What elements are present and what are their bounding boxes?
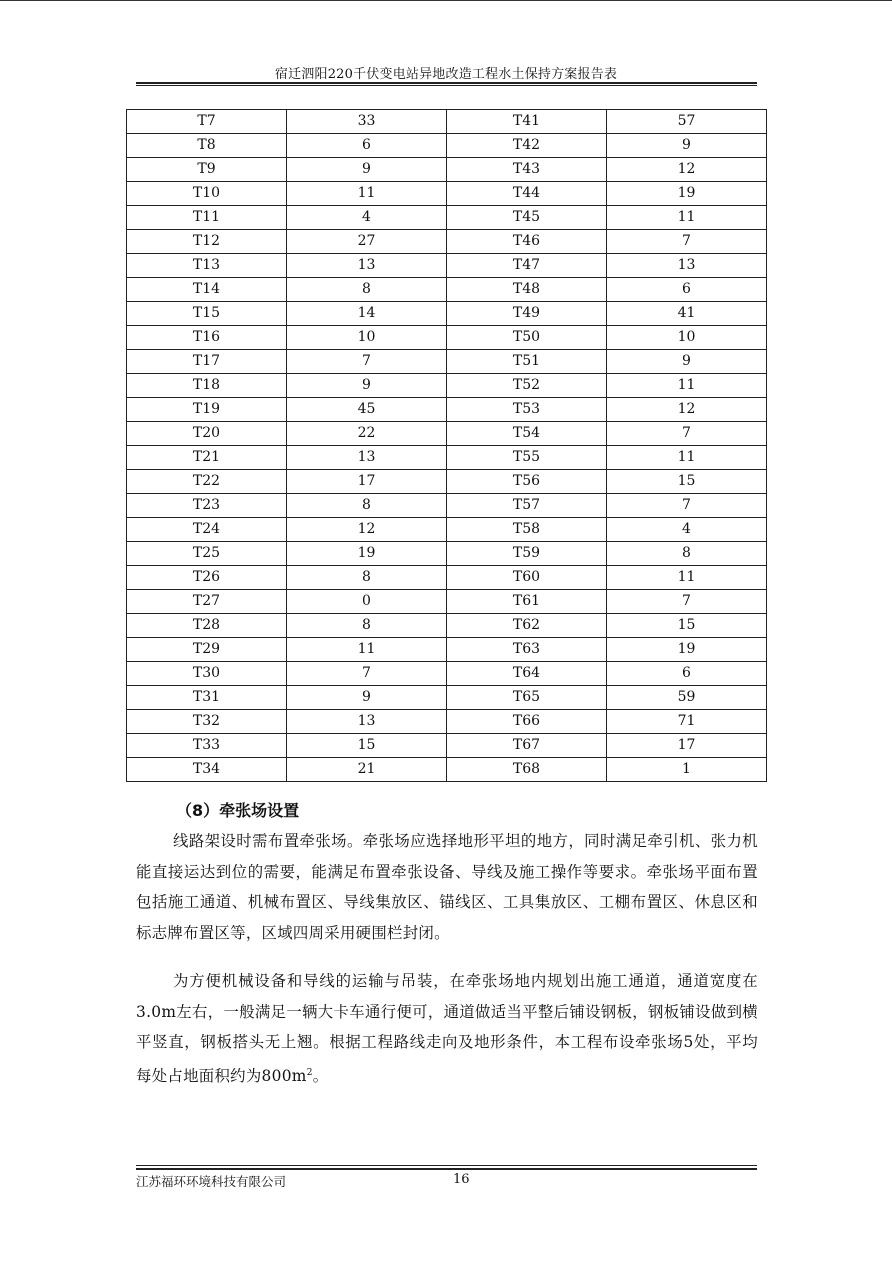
footer-rule-thin [136, 1165, 757, 1166]
page-header-title: 宿迁泗阳220千伏变电站异地改造工程水土保持方案报告表 [274, 67, 618, 82]
table-cell: 15 [607, 470, 767, 494]
table-cell: T32 [127, 710, 287, 734]
table-cell: T31 [127, 686, 287, 710]
table-cell: 71 [607, 710, 767, 734]
table-cell: T63 [447, 638, 607, 662]
paragraph-2 [136, 966, 758, 1091]
table-cell: T19 [127, 398, 287, 422]
table-row [127, 566, 767, 590]
table-cell: T68 [447, 758, 607, 782]
table-cell: T57 [447, 494, 607, 518]
table-cell: 22 [287, 422, 447, 446]
table-cell: T14 [127, 278, 287, 302]
table-row [127, 734, 767, 758]
table-row [127, 494, 767, 518]
table-cell: 11 [607, 206, 767, 230]
table-cell: T53 [447, 398, 607, 422]
table-cell: T67 [447, 734, 607, 758]
table-cell: 17 [287, 470, 447, 494]
table-cell: T44 [447, 182, 607, 206]
table-cell: T64 [447, 662, 607, 686]
table-row [127, 206, 767, 230]
table-cell: T42 [447, 134, 607, 158]
table-cell: T43 [447, 158, 607, 182]
table-cell: 7 [607, 230, 767, 254]
footer-company: 江苏福环环境科技有限公司 [136, 1174, 287, 1189]
table-cell: 8 [287, 278, 447, 302]
table-cell: T59 [447, 542, 607, 566]
table-cell: T10 [127, 182, 287, 206]
table-cell: 19 [287, 542, 447, 566]
table-cell: 13 [287, 254, 447, 278]
table-row [127, 230, 767, 254]
table-cell: T30 [127, 662, 287, 686]
table-row [127, 254, 767, 278]
table-cell: T16 [127, 326, 287, 350]
table-row [127, 662, 767, 686]
table-cell: T51 [447, 350, 607, 374]
table-cell: T58 [447, 518, 607, 542]
table-row [127, 398, 767, 422]
table-cell: 15 [287, 734, 447, 758]
table-row [127, 710, 767, 734]
table-cell: T8 [127, 134, 287, 158]
table-row [127, 134, 767, 158]
table-row [127, 446, 767, 470]
table-cell: T45 [447, 206, 607, 230]
table-cell: T17 [127, 350, 287, 374]
table-cell: 57 [607, 110, 767, 134]
table-row [127, 590, 767, 614]
paragraph-2-text: 为方便机械设备和导线的运输与吊装，在牵张场地内规划出施工通道，通道宽度在3.0m左右，一般满足一辆大卡车通行便可，通道做适当平整后铺设钢板，钢板铺设做到横平竖直，钢板搭头无上翘。根据工程路线走向及地形条件，本工程布设牵张场5处，平均每处占地面积约为800m [136, 972, 758, 1085]
table-cell: 45 [287, 398, 447, 422]
table-row [127, 518, 767, 542]
table-row [127, 374, 767, 398]
table-cell: T26 [127, 566, 287, 590]
table-row [127, 758, 767, 782]
paragraph-1: 线路架设时需布置牵张场。牵张场应选择地形平坦的地方，同时满足牵引机、张力机能直接运达到位的需要，能满足布置牵张设备、导线及施工操作等要求。牵张场平面布置包括施工通道、机械布置区、导线集放区、锚线区、工具集放区、工棚布置区、休息区和标志牌布置区等，区域四周采用硬围栏封闭。 [136, 832, 758, 942]
table-cell: 6 [287, 134, 447, 158]
table-cell: T27 [127, 590, 287, 614]
table-row [127, 422, 767, 446]
table-cell: 6 [607, 662, 767, 686]
table-cell: 8 [287, 614, 447, 638]
superscript-2: 2 [306, 1067, 313, 1078]
table-cell: 9 [287, 686, 447, 710]
table-cell: T21 [127, 446, 287, 470]
table-cell: 11 [607, 566, 767, 590]
section-heading: （8）牵张场设置 [176, 801, 300, 820]
table-cell: T28 [127, 614, 287, 638]
tower-data-table [126, 109, 767, 782]
table-cell: 15 [607, 614, 767, 638]
table-row [127, 638, 767, 662]
table-row [127, 110, 767, 134]
table-row [127, 614, 767, 638]
table-cell: 12 [607, 158, 767, 182]
table-cell: 13 [287, 446, 447, 470]
table-cell: 7 [607, 494, 767, 518]
table-cell: T60 [447, 566, 607, 590]
table-cell: T62 [447, 614, 607, 638]
table-cell: T48 [447, 278, 607, 302]
table-cell: T52 [447, 374, 607, 398]
table-cell: 1 [607, 758, 767, 782]
table-cell: T22 [127, 470, 287, 494]
table-cell: 4 [287, 206, 447, 230]
table-cell: 8 [607, 542, 767, 566]
table-cell: 11 [607, 374, 767, 398]
table-cell: 11 [287, 638, 447, 662]
table-cell: 27 [287, 230, 447, 254]
table-cell: T46 [447, 230, 607, 254]
table-cell: 21 [287, 758, 447, 782]
table-cell: 33 [287, 110, 447, 134]
table-row [127, 542, 767, 566]
table-cell: T33 [127, 734, 287, 758]
table-cell: 13 [287, 710, 447, 734]
top-border-line [0, 0, 892, 1]
table-cell: T7 [127, 110, 287, 134]
table-cell: T34 [127, 758, 287, 782]
table-cell: T49 [447, 302, 607, 326]
table-row [127, 350, 767, 374]
table-row [127, 182, 767, 206]
table-cell: T65 [447, 686, 607, 710]
table-cell: T9 [127, 158, 287, 182]
table-cell: 19 [607, 638, 767, 662]
page-number: 16 [453, 1172, 470, 1187]
table-cell: 59 [607, 686, 767, 710]
table-row [127, 470, 767, 494]
table-cell: T20 [127, 422, 287, 446]
table-cell: 19 [607, 182, 767, 206]
table-cell: 8 [287, 566, 447, 590]
table-cell: T12 [127, 230, 287, 254]
footer-rule [136, 1168, 757, 1170]
table-cell: T11 [127, 206, 287, 230]
table-cell: T55 [447, 446, 607, 470]
table-cell: 7 [287, 350, 447, 374]
table-cell: 9 [607, 134, 767, 158]
table-cell: 9 [287, 158, 447, 182]
table-row [127, 278, 767, 302]
table-cell: 8 [287, 494, 447, 518]
table-cell: 9 [287, 374, 447, 398]
header-rule [136, 82, 757, 84]
table-cell: T56 [447, 470, 607, 494]
table-cell: T66 [447, 710, 607, 734]
table-cell: T13 [127, 254, 287, 278]
table-cell: T18 [127, 374, 287, 398]
table-cell: 0 [287, 590, 447, 614]
table-cell: 10 [607, 326, 767, 350]
table-cell: T61 [447, 590, 607, 614]
table-cell: 41 [607, 302, 767, 326]
table-cell: 14 [287, 302, 447, 326]
table-cell: 11 [287, 182, 447, 206]
table-cell: T50 [447, 326, 607, 350]
table-cell: T41 [447, 110, 607, 134]
table-cell: 11 [607, 446, 767, 470]
table-cell: 4 [607, 518, 767, 542]
table-cell: 12 [607, 398, 767, 422]
table-cell: T24 [127, 518, 287, 542]
table-cell: T15 [127, 302, 287, 326]
table-cell: 10 [287, 326, 447, 350]
table-cell: 7 [287, 662, 447, 686]
table-cell: 17 [607, 734, 767, 758]
paragraph-2-end: 。 [312, 1066, 329, 1085]
table-cell: T47 [447, 254, 607, 278]
table-cell: 6 [607, 278, 767, 302]
table-cell: T25 [127, 542, 287, 566]
header-rule-thin [136, 85, 757, 86]
table-cell: T54 [447, 422, 607, 446]
table-cell: 12 [287, 518, 447, 542]
table-cell: T29 [127, 638, 287, 662]
table-cell: 9 [607, 350, 767, 374]
table-cell: 7 [607, 590, 767, 614]
table-cell: T23 [127, 494, 287, 518]
table-cell: 7 [607, 422, 767, 446]
table-row [127, 686, 767, 710]
table-row [127, 158, 767, 182]
table-row [127, 302, 767, 326]
table-body [127, 110, 767, 782]
table-cell: 13 [607, 254, 767, 278]
table-row [127, 326, 767, 350]
